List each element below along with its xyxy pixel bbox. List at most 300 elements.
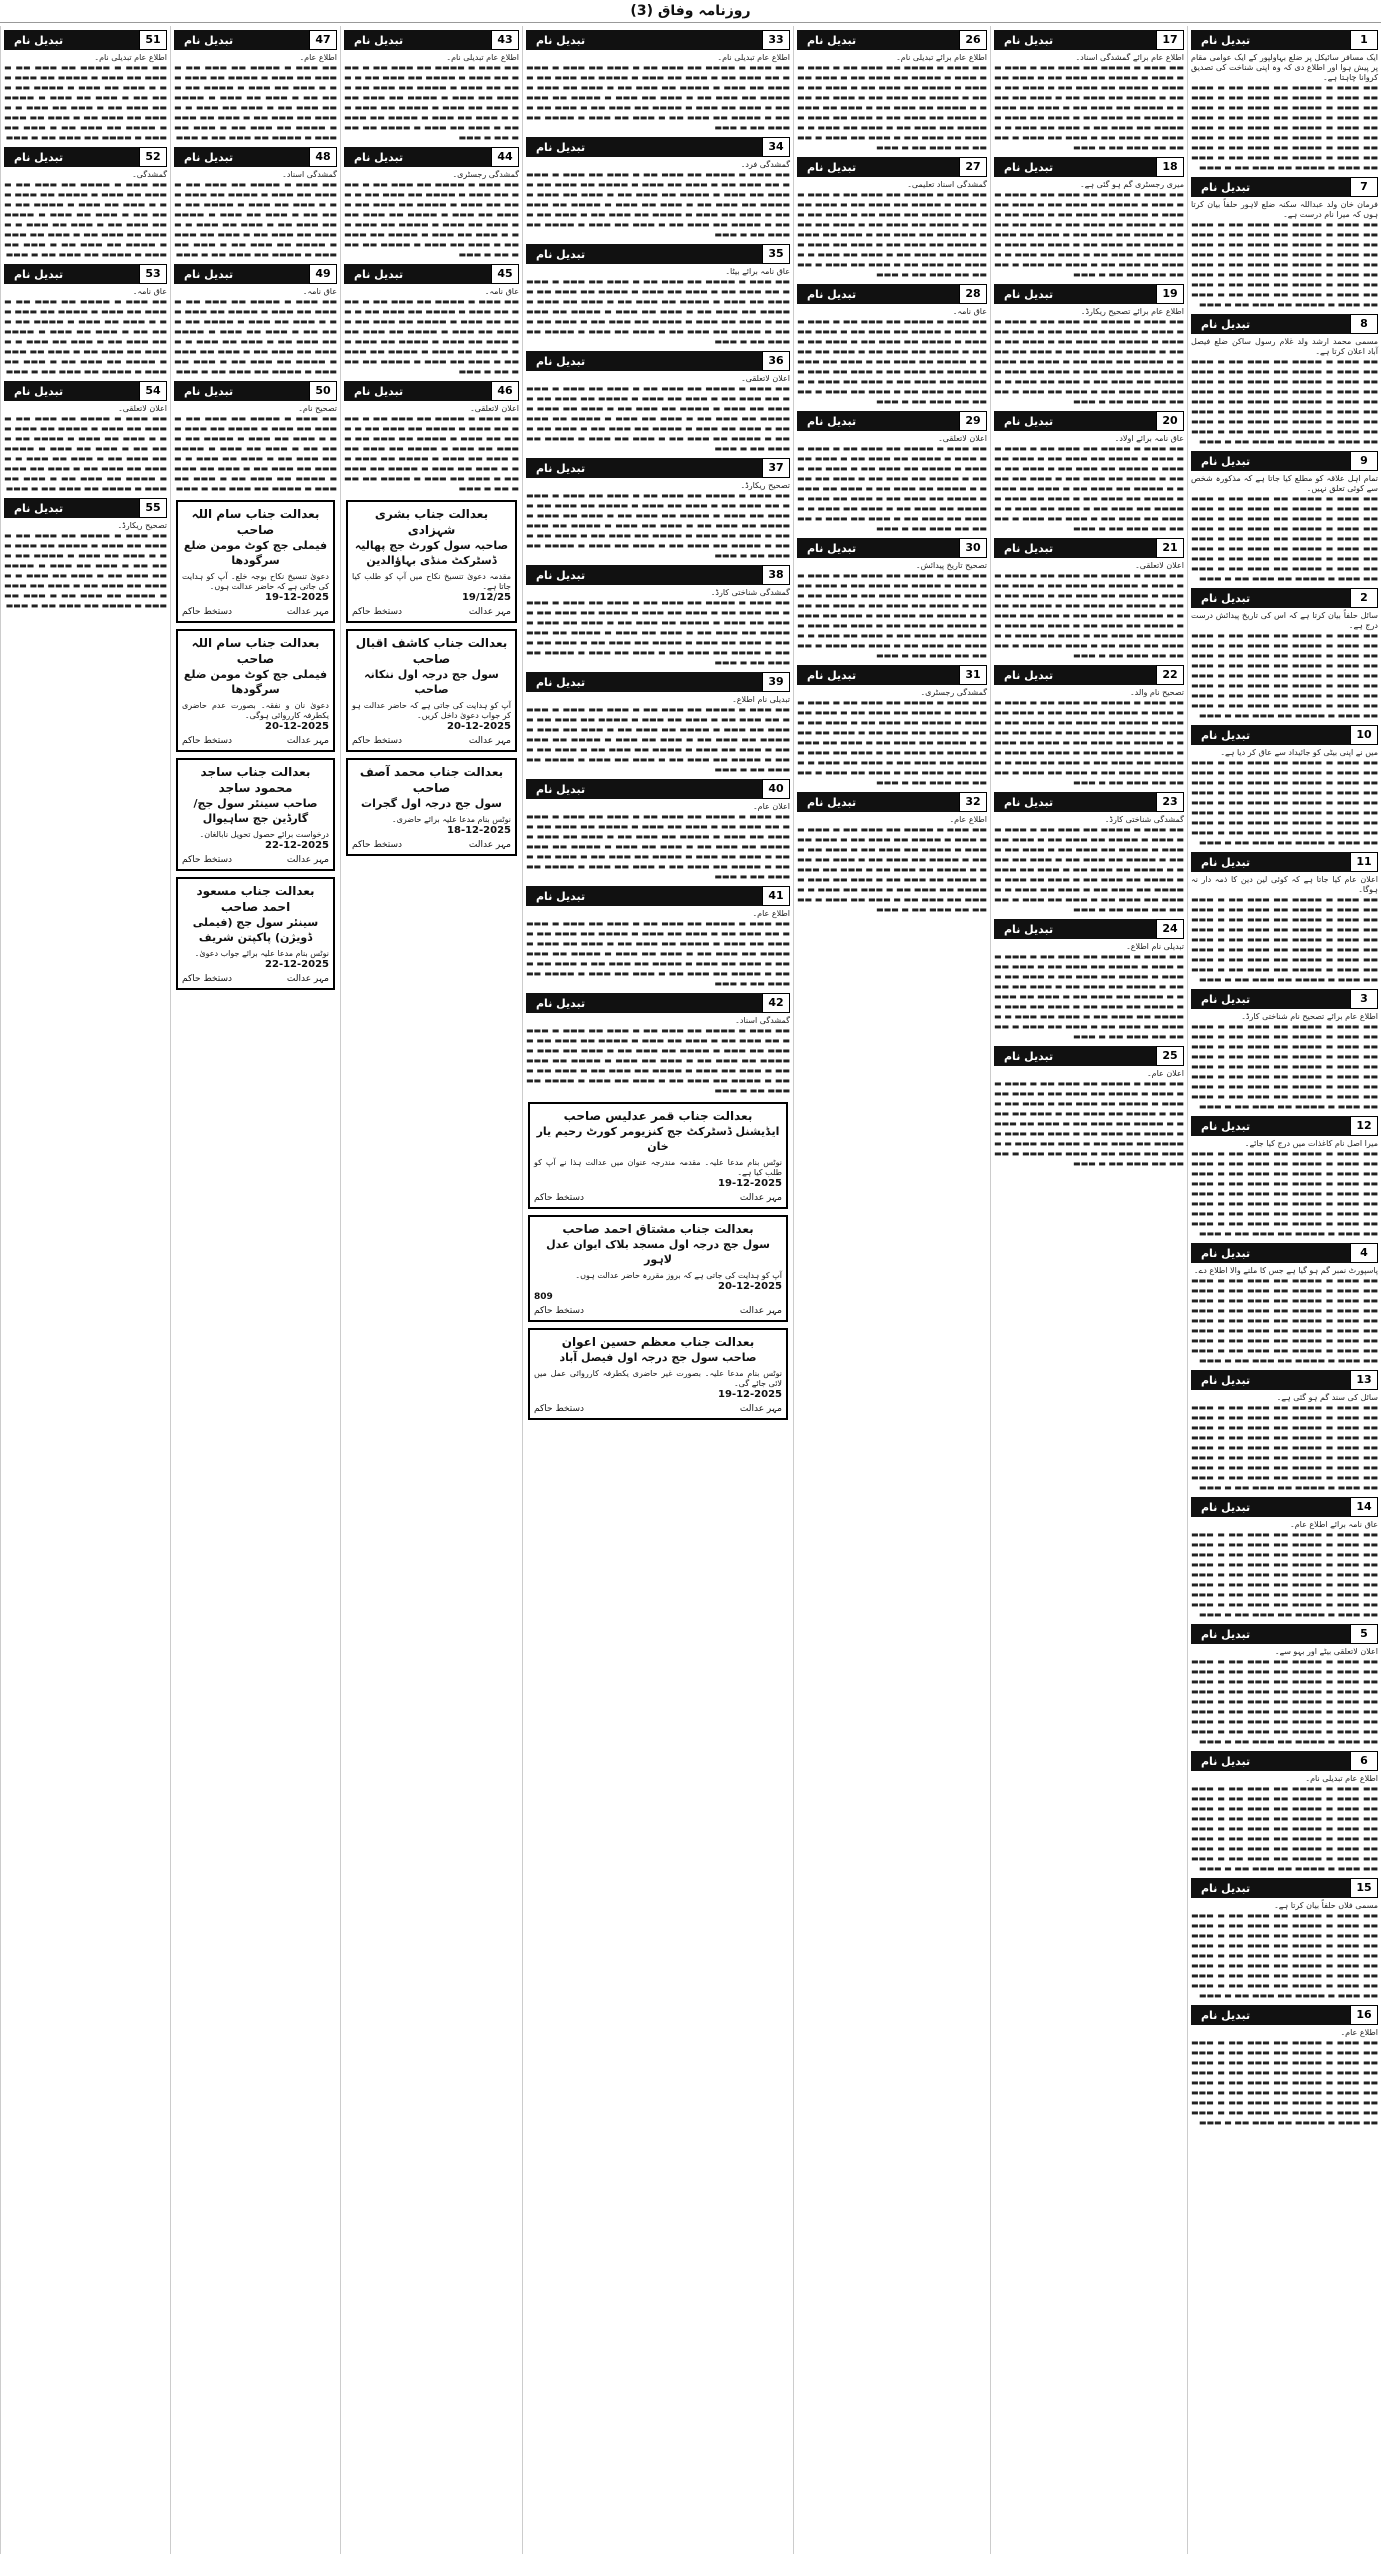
entry-number: 4 — [1350, 1243, 1378, 1263]
entry-body-lines: ▬▬ ▬▬▬ ▬ ▬▬▬▬ ▬▬ ▬▬▬ ▬▬ ▬ ▬▬▬ ▬▬ ▬▬▬ ▬ ▬▬▬▬ ▬▬ ▬▬▬ ▬▬ ▬ ▬▬▬ ▬▬ ▬▬▬ ▬ ▬▬▬▬ ▬▬ ▬▬▬ ▬▬ ▬ ▬▬▬ ▬▬ ▬▬▬ ▬ ▬▬▬▬ ▬▬ ▬▬▬ ▬▬ ▬ ▬▬▬ ▬▬ ▬▬▬ ▬ ▬▬▬▬ ▬▬ ▬▬▬ ▬▬ ▬ ▬▬▬ ▬▬ ▬▬▬ ▬ ▬▬▬▬ ▬▬ ▬▬▬ ▬▬ ▬ ▬▬▬ ▬▬ ▬▬▬ ▬ ▬▬▬▬ ▬▬ ▬▬▬ ▬▬ ▬ ▬▬▬ ▬▬ ▬▬▬ ▬ ▬▬▬▬ ▬▬ ▬▬▬ ▬▬ ▬ ▬▬▬ ▬▬ ▬▬▬ ▬ ▬▬▬▬ ▬▬ ▬▬▬ ▬▬ ▬ ▬▬▬ — [797, 698, 987, 787]
notice-date: 20-12-2025 — [265, 721, 329, 732]
entry-number: 24 — [1156, 919, 1184, 939]
entry-category-label: تبدیل نام — [807, 287, 857, 301]
seal-label: مہر عدالت — [739, 1306, 782, 1316]
notice-date: 19-12-2025 — [718, 1389, 782, 1400]
entry-category-label: تبدیل نام — [536, 568, 586, 582]
entry-text: گمشدگی اسناد۔ — [735, 1016, 790, 1025]
entry-text: تمام اہل علاقہ کو مطلع کیا جاتا ہے کہ مذکورہ شخص سے کوئی تعلق نہیں۔ — [1191, 474, 1378, 493]
entry-text: اعلان لاتعلقی۔ — [1135, 561, 1184, 570]
entry-number: 15 — [1350, 1878, 1378, 1898]
seal-label: مہر عدالت — [286, 736, 329, 746]
entry-text: تبدیلی نام اطلاع۔ — [732, 695, 790, 704]
entry-text: ایک مسافر سائیکل پر ضلع بہاولپور کے ایک عوامی مقام پر پیش ہوا اور اطلاع دی کہ وہ اپنی شناخت کی تصدیق کروانا چاہتا ہے۔ — [1191, 53, 1378, 82]
entry-body-lines: ▬▬ ▬▬▬ ▬ ▬▬▬▬ ▬▬ ▬▬▬ ▬▬ ▬ ▬▬▬ ▬▬ ▬▬▬ ▬ ▬▬▬▬ ▬▬ ▬▬▬ ▬▬ ▬ ▬▬▬ ▬▬ ▬▬▬ ▬ ▬▬▬▬ ▬▬ ▬▬▬ ▬▬ ▬ ▬▬▬ ▬▬ ▬▬▬ ▬ ▬▬▬▬ ▬▬ ▬▬▬ ▬▬ ▬ ▬▬▬ ▬▬ ▬▬▬ ▬ ▬▬▬▬ ▬▬ ▬▬▬ ▬▬ ▬ ▬▬▬ ▬▬ ▬▬▬ ▬ ▬▬▬▬ ▬▬ ▬▬▬ ▬▬ ▬ ▬▬▬ ▬▬ ▬▬▬ ▬ ▬▬▬▬ ▬▬ ▬▬▬ ▬▬ ▬ ▬▬▬ ▬▬ ▬▬▬ ▬ ▬▬▬▬ ▬▬ ▬▬▬ ▬▬ ▬ ▬▬▬ ▬▬ ▬▬▬ ▬ ▬▬▬▬ ▬▬ ▬▬▬ ▬▬ ▬ ▬▬▬ — [526, 384, 790, 453]
entry-text: عاق نامہ برائے اولاد۔ — [1114, 434, 1184, 443]
entry-category-label: تبدیل نام — [536, 996, 586, 1010]
court-designation: سول جج درجہ اول ننکانہ صاحب — [364, 668, 499, 696]
entry-body-lines: ▬▬ ▬▬▬ ▬ ▬▬▬▬ ▬▬ ▬▬▬ ▬▬ ▬ ▬▬▬ ▬▬ ▬▬▬ ▬ ▬▬▬▬ ▬▬ ▬▬▬ ▬▬ ▬ ▬▬▬ ▬▬ ▬▬▬ ▬ ▬▬▬▬ ▬▬ ▬▬▬ ▬▬ ▬ ▬▬▬ ▬▬ ▬▬▬ ▬ ▬▬▬▬ ▬▬ ▬▬▬ ▬▬ ▬ ▬▬▬ ▬▬ ▬▬▬ ▬ ▬▬▬▬ ▬▬ ▬▬▬ ▬▬ ▬ ▬▬▬ ▬▬ ▬▬▬ ▬ ▬▬▬▬ ▬▬ ▬▬▬ ▬▬ ▬ ▬▬▬ ▬▬ ▬▬▬ ▬ ▬▬▬▬ ▬▬ ▬▬▬ ▬▬ ▬ ▬▬▬ ▬▬ ▬▬▬ ▬ ▬▬▬▬ ▬▬ ▬▬▬ ▬▬ ▬ ▬▬▬ ▬▬ ▬▬▬ ▬ ▬▬▬▬ ▬▬ ▬▬▬ ▬▬ ▬ ▬▬▬ — [1191, 357, 1378, 446]
entry-body-lines: ▬▬ ▬▬▬ ▬ ▬▬▬▬ ▬▬ ▬▬▬ ▬▬ ▬ ▬▬▬ ▬▬ ▬▬▬ ▬ ▬▬▬▬ ▬▬ ▬▬▬ ▬▬ ▬ ▬▬▬ ▬▬ ▬▬▬ ▬ ▬▬▬▬ ▬▬ ▬▬▬ ▬▬ ▬ ▬▬▬ ▬▬ ▬▬▬ ▬ ▬▬▬▬ ▬▬ ▬▬▬ ▬▬ ▬ ▬▬▬ ▬▬ ▬▬▬ ▬ ▬▬▬▬ ▬▬ ▬▬▬ ▬▬ ▬ ▬▬▬ ▬▬ ▬▬▬ ▬ ▬▬▬▬ ▬▬ ▬▬▬ ▬▬ ▬ ▬▬▬ ▬▬ ▬▬▬ ▬ ▬▬▬▬ ▬▬ ▬▬▬ ▬▬ ▬ ▬▬▬ ▬▬ ▬▬▬ ▬ ▬▬▬▬ ▬▬ ▬▬▬ ▬▬ ▬ ▬▬▬ ▬▬ ▬▬▬ ▬ ▬▬▬▬ ▬▬ ▬▬▬ ▬▬ ▬ ▬▬▬ — [1191, 494, 1378, 583]
entry-body-lines: ▬▬ ▬▬▬ ▬ ▬▬▬▬ ▬▬ ▬▬▬ ▬▬ ▬ ▬▬▬ ▬▬ ▬▬▬ ▬ ▬▬▬▬ ▬▬ ▬▬▬ ▬▬ ▬ ▬▬▬ ▬▬ ▬▬▬ ▬ ▬▬▬▬ ▬▬ ▬▬▬ ▬▬ ▬ ▬▬▬ ▬▬ ▬▬▬ ▬ ▬▬▬▬ ▬▬ ▬▬▬ ▬▬ ▬ ▬▬▬ ▬▬ ▬▬▬ ▬ ▬▬▬▬ ▬▬ ▬▬▬ ▬▬ ▬ ▬▬▬ ▬▬ ▬▬▬ ▬ ▬▬▬▬ ▬▬ ▬▬▬ ▬▬ ▬ ▬▬▬ ▬▬ ▬▬▬ ▬ ▬▬▬▬ ▬▬ ▬▬▬ ▬▬ ▬ ▬▬▬ ▬▬ ▬▬▬ ▬ ▬▬▬▬ ▬▬ ▬▬▬ ▬▬ ▬ ▬▬▬ ▬▬ ▬▬▬ ▬ ▬▬▬▬ ▬▬ ▬▬▬ ▬▬ ▬ ▬▬▬ — [797, 190, 987, 279]
entry-body-lines: ▬▬ ▬▬▬ ▬ ▬▬▬▬ ▬▬ ▬▬▬ ▬▬ ▬ ▬▬▬ ▬▬ ▬▬▬ ▬ ▬▬▬▬ ▬▬ ▬▬▬ ▬▬ ▬ ▬▬▬ ▬▬ ▬▬▬ ▬ ▬▬▬▬ ▬▬ ▬▬▬ ▬▬ ▬ ▬▬▬ ▬▬ ▬▬▬ ▬ ▬▬▬▬ ▬▬ ▬▬▬ ▬▬ ▬ ▬▬▬ ▬▬ ▬▬▬ ▬ ▬▬▬▬ ▬▬ ▬▬▬ ▬▬ ▬ ▬▬▬ ▬▬ ▬▬▬ ▬ ▬▬▬▬ ▬▬ ▬▬▬ ▬▬ ▬ ▬▬▬ ▬▬ ▬▬▬ ▬ ▬▬▬▬ ▬▬ ▬▬▬ ▬▬ ▬ ▬▬▬ ▬▬ ▬▬▬ ▬ ▬▬▬▬ ▬▬ ▬▬▬ ▬▬ ▬ ▬▬▬ ▬▬ ▬▬▬ ▬ ▬▬▬▬ ▬▬ ▬▬▬ ▬▬ ▬ ▬▬▬ — [1191, 220, 1378, 309]
court-notice — [346, 500, 517, 623]
notice-signature-row — [182, 607, 329, 617]
entry-body-lines: ▬▬ ▬▬▬ ▬ ▬▬▬▬ ▬▬ ▬▬▬ ▬▬ ▬ ▬▬▬ ▬▬ ▬▬▬ ▬ ▬▬▬▬ ▬▬ ▬▬▬ ▬▬ ▬ ▬▬▬ ▬▬ ▬▬▬ ▬ ▬▬▬▬ ▬▬ ▬▬▬ ▬▬ ▬ ▬▬▬ ▬▬ ▬▬▬ ▬ ▬▬▬▬ ▬▬ ▬▬▬ ▬▬ ▬ ▬▬▬ ▬▬ ▬▬▬ ▬ ▬▬▬▬ ▬▬ ▬▬▬ ▬▬ ▬ ▬▬▬ ▬▬ ▬▬▬ ▬ ▬▬▬▬ ▬▬ ▬▬▬ ▬▬ ▬ ▬▬▬ ▬▬ ▬▬▬ ▬ ▬▬▬▬ ▬▬ ▬▬▬ ▬▬ ▬ ▬▬▬ ▬▬ ▬▬▬ ▬ ▬▬▬▬ ▬▬ ▬▬▬ ▬▬ ▬ ▬▬▬ ▬▬ ▬▬▬ ▬ ▬▬▬▬ ▬▬ ▬▬▬ ▬▬ ▬ ▬▬▬ — [526, 705, 790, 774]
entry-number: 23 — [1156, 792, 1184, 812]
entry-number: 54 — [139, 381, 167, 401]
entry-category-label: تبدیل نام — [807, 541, 857, 555]
entry-number: 36 — [762, 351, 790, 371]
entry-category-label: تبدیل نام — [1201, 855, 1251, 869]
entry-number: 35 — [762, 244, 790, 264]
entry-category-label: تبدیل نام — [1201, 317, 1251, 331]
entry-header-bar — [1191, 1370, 1378, 1390]
entry-category-label: تبدیل نام — [1004, 287, 1054, 301]
entry-number: 28 — [959, 284, 987, 304]
entry-header-bar — [526, 244, 790, 264]
seal-label: مہر عدالت — [286, 974, 329, 984]
entry-number: 47 — [309, 30, 337, 50]
entry-text: عاق نامہ۔ — [302, 287, 337, 296]
notice-number: 809 — [534, 1292, 553, 1302]
entry-category-label: تبدیل نام — [536, 140, 586, 154]
seal-label: مہر عدالت — [286, 855, 329, 865]
notice-signature-row — [534, 1193, 782, 1203]
entry-text: اطلاع عام۔ — [752, 909, 790, 918]
entry-text: عاق نامہ۔ — [484, 287, 519, 296]
entry-body-lines: ▬▬ ▬▬▬ ▬ ▬▬▬▬ ▬▬ ▬▬▬ ▬▬ ▬ ▬▬▬ ▬▬ ▬▬▬ ▬ ▬▬▬▬ ▬▬ ▬▬▬ ▬▬ ▬ ▬▬▬ ▬▬ ▬▬▬ ▬ ▬▬▬▬ ▬▬ ▬▬▬ ▬▬ ▬ ▬▬▬ ▬▬ ▬▬▬ ▬ ▬▬▬▬ ▬▬ ▬▬▬ ▬▬ ▬ ▬▬▬ ▬▬ ▬▬▬ ▬ ▬▬▬▬ ▬▬ ▬▬▬ ▬▬ ▬ ▬▬▬ ▬▬ ▬▬▬ ▬ ▬▬▬▬ ▬▬ ▬▬▬ ▬▬ ▬ ▬▬▬ ▬▬ ▬▬▬ ▬ ▬▬▬▬ ▬▬ ▬▬▬ ▬▬ ▬ ▬▬▬ ▬▬ ▬▬▬ ▬ ▬▬▬▬ ▬▬ ▬▬▬ ▬▬ ▬ ▬▬▬ ▬▬ ▬▬▬ ▬ ▬▬▬▬ ▬▬ ▬▬▬ ▬▬ ▬ ▬▬▬ — [797, 571, 987, 660]
entry-body-lines: ▬▬ ▬▬▬ ▬ ▬▬▬▬ ▬▬ ▬▬▬ ▬▬ ▬ ▬▬▬ ▬▬ ▬▬▬ ▬ ▬▬▬▬ ▬▬ ▬▬▬ ▬▬ ▬ ▬▬▬ ▬▬ ▬▬▬ ▬ ▬▬▬▬ ▬▬ ▬▬▬ ▬▬ ▬ ▬▬▬ ▬▬ ▬▬▬ ▬ ▬▬▬▬ ▬▬ ▬▬▬ ▬▬ ▬ ▬▬▬ ▬▬ ▬▬▬ ▬ ▬▬▬▬ ▬▬ ▬▬▬ ▬▬ ▬ ▬▬▬ ▬▬ ▬▬▬ ▬ ▬▬▬▬ ▬▬ ▬▬▬ ▬▬ ▬ ▬▬▬ ▬▬ ▬▬▬ ▬ ▬▬▬▬ ▬▬ ▬▬▬ ▬▬ ▬ ▬▬▬ ▬▬ ▬▬▬ ▬ ▬▬▬▬ ▬▬ ▬▬▬ ▬▬ ▬ ▬▬▬ ▬▬ ▬▬▬ ▬ ▬▬▬▬ ▬▬ ▬▬▬ ▬▬ ▬ ▬▬▬ — [526, 919, 790, 988]
entry-header-bar — [174, 30, 337, 50]
entry-text: گمشدگی شناختی کارڈ۔ — [710, 588, 790, 597]
notice-signature-row — [534, 1404, 782, 1414]
column-6 — [170, 26, 340, 2554]
entry-header-bar — [1191, 451, 1378, 471]
entry-header-bar — [1191, 725, 1378, 745]
entry-body-lines: ▬▬ ▬▬▬ ▬ ▬▬▬▬ ▬▬ ▬▬▬ ▬▬ ▬ ▬▬▬ ▬▬ ▬▬▬ ▬ ▬▬▬▬ ▬▬ ▬▬▬ ▬▬ ▬ ▬▬▬ ▬▬ ▬▬▬ ▬ ▬▬▬▬ ▬▬ ▬▬▬ ▬▬ ▬ ▬▬▬ ▬▬ ▬▬▬ ▬ ▬▬▬▬ ▬▬ ▬▬▬ ▬▬ ▬ ▬▬▬ ▬▬ ▬▬▬ ▬ ▬▬▬▬ ▬▬ ▬▬▬ ▬▬ ▬ ▬▬▬ ▬▬ ▬▬▬ ▬ ▬▬▬▬ ▬▬ ▬▬▬ ▬▬ ▬ ▬▬▬ ▬▬ ▬▬▬ ▬ ▬▬▬▬ ▬▬ ▬▬▬ ▬▬ ▬ ▬▬▬ ▬▬ ▬▬▬ ▬ ▬▬▬▬ ▬▬ ▬▬▬ ▬▬ ▬ ▬▬▬ ▬▬ ▬▬▬ ▬ ▬▬▬▬ ▬▬ ▬▬▬ ▬▬ ▬ ▬▬▬ — [1191, 895, 1378, 984]
seal-label: مہر عدالت — [739, 1193, 782, 1203]
notice-date: 22-12-2025 — [265, 959, 329, 970]
entry-text: پاسپورٹ نمبر گم ہو گیا ہے جس کا ملنے والا اطلاع دے۔ — [1193, 1266, 1378, 1275]
court-notice — [528, 1328, 788, 1420]
entry-number: 20 — [1156, 411, 1184, 431]
entry-number: 43 — [491, 30, 519, 50]
court-designation: سول جج درجہ اول گجرات — [361, 797, 502, 810]
entry-text: اطلاع عام تبدیلی نام۔ — [717, 53, 790, 62]
entry-text: اطلاع عام۔ — [949, 815, 987, 824]
entry-header-bar — [1191, 588, 1378, 608]
signature-label: دستخط حاکم — [182, 607, 233, 617]
notice-body: درخواست برائے حصول تحویل نابالغان۔ — [199, 830, 329, 839]
entry-text: گمشدگی اسناد تعلیمی۔ — [907, 180, 987, 189]
entry-header-bar — [526, 672, 790, 692]
notice-body: نوٹس بنام مدعا علیہ برائے جواب دعویٰ۔ — [194, 949, 329, 958]
entry-category-label: تبدیل نام — [536, 461, 586, 475]
entry-category-label: تبدیل نام — [536, 354, 586, 368]
entry-number: 32 — [959, 792, 987, 812]
entry-number: 17 — [1156, 30, 1184, 50]
entry-body-lines: ▬▬ ▬▬▬ ▬ ▬▬▬▬ ▬▬ ▬▬▬ ▬▬ ▬ ▬▬▬ ▬▬ ▬▬▬ ▬ ▬▬▬▬ ▬▬ ▬▬▬ ▬▬ ▬ ▬▬▬ ▬▬ ▬▬▬ ▬ ▬▬▬▬ ▬▬ ▬▬▬ ▬▬ ▬ ▬▬▬ ▬▬ ▬▬▬ ▬ ▬▬▬▬ ▬▬ ▬▬▬ ▬▬ ▬ ▬▬▬ ▬▬ ▬▬▬ ▬ ▬▬▬▬ ▬▬ ▬▬▬ ▬▬ ▬ ▬▬▬ ▬▬ ▬▬▬ ▬ ▬▬▬▬ ▬▬ ▬▬▬ ▬▬ ▬ ▬▬▬ ▬▬ ▬▬▬ ▬ ▬▬▬▬ ▬▬ ▬▬▬ ▬▬ ▬ ▬▬▬ ▬▬ ▬▬▬ ▬ ▬▬▬▬ ▬▬ ▬▬▬ ▬▬ ▬ ▬▬▬ ▬▬ ▬▬▬ ▬ ▬▬▬▬ ▬▬ ▬▬▬ ▬▬ ▬ ▬▬▬ — [797, 444, 987, 533]
entry-header-bar — [1191, 1116, 1378, 1136]
court-designation: صاحب سینئر سول جج/گارڈین جج ساہیوال — [193, 797, 318, 825]
entry-header-bar — [174, 264, 337, 284]
entry-header-bar — [797, 538, 987, 558]
entry-text: تصحیح تاریخ پیدائش۔ — [915, 561, 987, 570]
entry-category-label: تبدیل نام — [1004, 541, 1054, 555]
notice-body: نوٹس بنام مدعا علیہ۔ بصورت غیر حاضری یکطرفہ کارروائی عمل میں لائی جائے گی۔ — [534, 1369, 782, 1388]
entry-category-label: تبدیل نام — [1201, 33, 1251, 47]
entry-number: 13 — [1350, 1370, 1378, 1390]
signature-label: دستخط حاکم — [534, 1404, 585, 1414]
page-masthead: روزنامہ وفاق (3) — [0, 0, 1381, 23]
entry-number: 11 — [1350, 852, 1378, 872]
entry-header-bar — [994, 1046, 1184, 1066]
entry-header-bar — [797, 411, 987, 431]
entry-header-bar — [526, 137, 790, 157]
court-notice — [176, 877, 335, 990]
entry-body-lines: ▬▬ ▬▬▬ ▬ ▬▬▬▬ ▬▬ ▬▬▬ ▬▬ ▬ ▬▬▬ ▬▬ ▬▬▬ ▬ ▬▬▬▬ ▬▬ ▬▬▬ ▬▬ ▬ ▬▬▬ ▬▬ ▬▬▬ ▬ ▬▬▬▬ ▬▬ ▬▬▬ ▬▬ ▬ ▬▬▬ ▬▬ ▬▬▬ ▬ ▬▬▬▬ ▬▬ ▬▬▬ ▬▬ ▬ ▬▬▬ ▬▬ ▬▬▬ ▬ ▬▬▬▬ ▬▬ ▬▬▬ ▬▬ ▬ ▬▬▬ ▬▬ ▬▬▬ ▬ ▬▬▬▬ ▬▬ ▬▬▬ ▬▬ ▬ ▬▬▬ ▬▬ ▬▬▬ ▬ ▬▬▬▬ ▬▬ ▬▬▬ ▬▬ ▬ ▬▬▬ — [174, 180, 337, 259]
notice-body: آپ کو ہدایت کی جاتی ہے کہ حاضر عدالت ہو کر جواب دعویٰ داخل کریں۔ — [352, 701, 511, 720]
notice-signature-row — [182, 974, 329, 984]
court-notice — [176, 758, 335, 871]
entry-body-lines: ▬▬ ▬▬▬ ▬ ▬▬▬▬ ▬▬ ▬▬▬ ▬▬ ▬ ▬▬▬ ▬▬ ▬▬▬ ▬ ▬▬▬▬ ▬▬ ▬▬▬ ▬▬ ▬ ▬▬▬ ▬▬ ▬▬▬ ▬ ▬▬▬▬ ▬▬ ▬▬▬ ▬▬ ▬ ▬▬▬ ▬▬ ▬▬▬ ▬ ▬▬▬▬ ▬▬ ▬▬▬ ▬▬ ▬ ▬▬▬ ▬▬ ▬▬▬ ▬ ▬▬▬▬ ▬▬ ▬▬▬ ▬▬ ▬ ▬▬▬ ▬▬ ▬▬▬ ▬ ▬▬▬▬ ▬▬ ▬▬▬ ▬▬ ▬ ▬▬▬ ▬▬ ▬▬▬ ▬ ▬▬▬▬ ▬▬ ▬▬▬ ▬▬ ▬ ▬▬▬ ▬▬ ▬▬▬ ▬ ▬▬▬▬ ▬▬ ▬▬▬ ▬▬ ▬ ▬▬▬ ▬▬ ▬▬▬ ▬ ▬▬▬▬ ▬▬ ▬▬▬ ▬▬ ▬ ▬▬▬ — [1191, 1149, 1378, 1238]
entry-header-bar — [4, 381, 167, 401]
entry-number: 22 — [1156, 665, 1184, 685]
entry-category-label: تبدیل نام — [1201, 728, 1251, 742]
entry-text: تصحیح ریکارڈ۔ — [117, 521, 167, 530]
signature-label: دستخط حاکم — [352, 736, 403, 746]
entry-body-lines: ▬▬ ▬▬▬ ▬ ▬▬▬▬ ▬▬ ▬▬▬ ▬▬ ▬ ▬▬▬ ▬▬ ▬▬▬ ▬ ▬▬▬▬ ▬▬ ▬▬▬ ▬▬ ▬ ▬▬▬ ▬▬ ▬▬▬ ▬ ▬▬▬▬ ▬▬ ▬▬▬ ▬▬ ▬ ▬▬▬ ▬▬ ▬▬▬ ▬ ▬▬▬▬ ▬▬ ▬▬▬ ▬▬ ▬ ▬▬▬ ▬▬ ▬▬▬ ▬ ▬▬▬▬ ▬▬ ▬▬▬ ▬▬ ▬ ▬▬▬ ▬▬ ▬▬▬ ▬ ▬▬▬▬ ▬▬ ▬▬▬ ▬▬ ▬ ▬▬▬ ▬▬ ▬▬▬ ▬ ▬▬▬▬ ▬▬ ▬▬▬ ▬▬ ▬ ▬▬▬ ▬▬ ▬▬▬ ▬ ▬▬▬▬ ▬▬ ▬▬▬ ▬▬ ▬ ▬▬▬ ▬▬ ▬▬▬ ▬ ▬▬▬▬ ▬▬ ▬▬▬ ▬▬ ▬ ▬▬▬ — [994, 698, 1184, 787]
notice-signature-row — [352, 840, 511, 850]
entry-body-lines: ▬▬ ▬▬▬ ▬ ▬▬▬▬ ▬▬ ▬▬▬ ▬▬ ▬ ▬▬▬ ▬▬ ▬▬▬ ▬ ▬▬▬▬ ▬▬ ▬▬▬ ▬▬ ▬ ▬▬▬ ▬▬ ▬▬▬ ▬ ▬▬▬▬ ▬▬ ▬▬▬ ▬▬ ▬ ▬▬▬ ▬▬ ▬▬▬ ▬ ▬▬▬▬ ▬▬ ▬▬▬ ▬▬ ▬ ▬▬▬ ▬▬ ▬▬▬ ▬ ▬▬▬▬ ▬▬ ▬▬▬ ▬▬ ▬ ▬▬▬ ▬▬ ▬▬▬ ▬ ▬▬▬▬ ▬▬ ▬▬▬ ▬▬ ▬ ▬▬▬ ▬▬ ▬▬▬ ▬ ▬▬▬▬ ▬▬ ▬▬▬ ▬▬ ▬ ▬▬▬ ▬▬ ▬▬▬ ▬ ▬▬▬▬ ▬▬ ▬▬▬ ▬▬ ▬ ▬▬▬ ▬▬ ▬▬▬ ▬ ▬▬▬▬ ▬▬ ▬▬▬ ▬▬ ▬ ▬▬▬ — [526, 170, 790, 239]
entry-category-label: تبدیل نام — [1201, 1500, 1251, 1514]
entry-body-lines: ▬▬ ▬▬▬ ▬ ▬▬▬▬ ▬▬ ▬▬▬ ▬▬ ▬ ▬▬▬ ▬▬ ▬▬▬ ▬ ▬▬▬▬ ▬▬ ▬▬▬ ▬▬ ▬ ▬▬▬ ▬▬ ▬▬▬ ▬ ▬▬▬▬ ▬▬ ▬▬▬ ▬▬ ▬ ▬▬▬ ▬▬ ▬▬▬ ▬ ▬▬▬▬ ▬▬ ▬▬▬ ▬▬ ▬ ▬▬▬ ▬▬ ▬▬▬ ▬ ▬▬▬▬ ▬▬ ▬▬▬ ▬▬ ▬ ▬▬▬ ▬▬ ▬▬▬ ▬ ▬▬▬▬ ▬▬ ▬▬▬ ▬▬ ▬ ▬▬▬ ▬▬ ▬▬▬ ▬ ▬▬▬▬ ▬▬ ▬▬▬ ▬▬ ▬ ▬▬▬ ▬▬ ▬▬▬ ▬ ▬▬▬▬ ▬▬ ▬▬▬ ▬▬ ▬ ▬▬▬ ▬▬ ▬▬▬ ▬ ▬▬▬▬ ▬▬ ▬▬▬ ▬▬ ▬ ▬▬▬ — [526, 598, 790, 667]
seal-label: مہر عدالت — [468, 840, 511, 850]
entry-header-bar — [1191, 852, 1378, 872]
signature-label: دستخط حاکم — [352, 607, 403, 617]
entry-body-lines: ▬▬ ▬▬▬ ▬ ▬▬▬▬ ▬▬ ▬▬▬ ▬▬ ▬ ▬▬▬ ▬▬ ▬▬▬ ▬ ▬▬▬▬ ▬▬ ▬▬▬ ▬▬ ▬ ▬▬▬ ▬▬ ▬▬▬ ▬ ▬▬▬▬ ▬▬ ▬▬▬ ▬▬ ▬ ▬▬▬ ▬▬ ▬▬▬ ▬ ▬▬▬▬ ▬▬ ▬▬▬ ▬▬ ▬ ▬▬▬ ▬▬ ▬▬▬ ▬ ▬▬▬▬ ▬▬ ▬▬▬ ▬▬ ▬ ▬▬▬ ▬▬ ▬▬▬ ▬ ▬▬▬▬ ▬▬ ▬▬▬ ▬▬ ▬ ▬▬▬ ▬▬ ▬▬▬ ▬ ▬▬▬▬ ▬▬ ▬▬▬ ▬▬ ▬ ▬▬▬ ▬▬ ▬▬▬ ▬ ▬▬▬▬ ▬▬ ▬▬▬ ▬▬ ▬ ▬▬▬ ▬▬ ▬▬▬ ▬ ▬▬▬▬ ▬▬ ▬▬▬ ▬▬ ▬ ▬▬▬ — [994, 571, 1184, 660]
entry-number: 12 — [1350, 1116, 1378, 1136]
entry-category-label: تبدیل نام — [807, 160, 857, 174]
court-designation: صاحب سول جج درجہ اول فیصل آباد — [559, 1351, 757, 1364]
entry-category-label: تبدیل نام — [14, 501, 64, 515]
notice-date: 18-12-2025 — [447, 825, 511, 836]
court-name: بعدالت جناب بشری شہزادی — [374, 507, 489, 537]
entry-text: اعلان عام۔ — [1146, 1069, 1184, 1078]
entry-category-label: تبدیل نام — [1004, 33, 1054, 47]
court-designation: سینئر سول جج (فیملی ڈویژن) پاکپتن شریف — [192, 916, 319, 944]
entry-header-bar — [526, 458, 790, 478]
entry-number: 18 — [1156, 157, 1184, 177]
entry-text: اعلان لاتعلقی بیٹے اور بہو سے۔ — [1274, 1647, 1378, 1656]
entry-category-label: تبدیل نام — [184, 384, 234, 398]
entry-body-lines: ▬▬ ▬▬▬ ▬ ▬▬▬▬ ▬▬ ▬▬▬ ▬▬ ▬ ▬▬▬ ▬▬ ▬▬▬ ▬ ▬▬▬▬ ▬▬ ▬▬▬ ▬▬ ▬ ▬▬▬ ▬▬ ▬▬▬ ▬ ▬▬▬▬ ▬▬ ▬▬▬ ▬▬ ▬ ▬▬▬ ▬▬ ▬▬▬ ▬ ▬▬▬▬ ▬▬ ▬▬▬ ▬▬ ▬ ▬▬▬ ▬▬ ▬▬▬ ▬ ▬▬▬▬ ▬▬ ▬▬▬ ▬▬ ▬ ▬▬▬ ▬▬ ▬▬▬ ▬ ▬▬▬▬ ▬▬ ▬▬▬ ▬▬ ▬ ▬▬▬ ▬▬ ▬▬▬ ▬ ▬▬▬▬ ▬▬ ▬▬▬ ▬▬ ▬ ▬▬▬ — [344, 414, 519, 493]
entry-number: 6 — [1350, 1751, 1378, 1771]
entry-header-bar — [994, 538, 1184, 558]
notice-body: دعویٰ تنسیخ نکاح بوجہ خلع۔ آپ کو ہدایت کی جاتی ہے کہ حاضر عدالت ہوں۔ — [182, 572, 329, 591]
entry-text: اعلان لاتعلقی۔ — [938, 434, 987, 443]
entry-number: 39 — [762, 672, 790, 692]
entry-category-label: تبدیل نام — [536, 889, 586, 903]
entry-text: اطلاع عام برائے تصحیح نام شناختی کارڈ۔ — [1241, 1012, 1378, 1021]
entry-header-bar — [344, 30, 519, 50]
entry-category-label: تبدیل نام — [1004, 160, 1054, 174]
entry-text: اطلاع عام تبدیلی نام۔ — [94, 53, 167, 62]
entry-text: گمشدگی اسناد۔ — [282, 170, 337, 179]
court-name: بعدالت جناب قمر عدلیس صاحب — [563, 1109, 753, 1123]
entry-header-bar — [797, 30, 987, 50]
entry-body-lines: ▬▬ ▬▬▬ ▬ ▬▬▬▬ ▬▬ ▬▬▬ ▬▬ ▬ ▬▬▬ ▬▬ ▬▬▬ ▬ ▬▬▬▬ ▬▬ ▬▬▬ ▬▬ ▬ ▬▬▬ ▬▬ ▬▬▬ ▬ ▬▬▬▬ ▬▬ ▬▬▬ ▬▬ ▬ ▬▬▬ ▬▬ ▬▬▬ ▬ ▬▬▬▬ ▬▬ ▬▬▬ ▬▬ ▬ ▬▬▬ ▬▬ ▬▬▬ ▬ ▬▬▬▬ ▬▬ ▬▬▬ ▬▬ ▬ ▬▬▬ ▬▬ ▬▬▬ ▬ ▬▬▬▬ ▬▬ ▬▬▬ ▬▬ ▬ ▬▬▬ ▬▬ ▬▬▬ ▬ ▬▬▬▬ ▬▬ ▬▬▬ ▬▬ ▬ ▬▬▬ — [174, 414, 337, 493]
court-name: بعدالت جناب معظم حسین اعوان — [561, 1335, 755, 1349]
entry-number: 7 — [1350, 177, 1378, 197]
court-designation: ایڈیشنل ڈسٹرکٹ جج کنزیومر کورٹ رحیم یار خان — [536, 1125, 780, 1153]
entry-body-lines: ▬▬ ▬▬▬ ▬ ▬▬▬▬ ▬▬ ▬▬▬ ▬▬ ▬ ▬▬▬ ▬▬ ▬▬▬ ▬ ▬▬▬▬ ▬▬ ▬▬▬ ▬▬ ▬ ▬▬▬ ▬▬ ▬▬▬ ▬ ▬▬▬▬ ▬▬ ▬▬▬ ▬▬ ▬ ▬▬▬ ▬▬ ▬▬▬ ▬ ▬▬▬▬ ▬▬ ▬▬▬ ▬▬ ▬ ▬▬▬ ▬▬ ▬▬▬ ▬ ▬▬▬▬ ▬▬ ▬▬▬ ▬▬ ▬ ▬▬▬ ▬▬ ▬▬▬ ▬ ▬▬▬▬ ▬▬ ▬▬▬ ▬▬ ▬ ▬▬▬ ▬▬ ▬▬▬ ▬ ▬▬▬▬ ▬▬ ▬▬▬ ▬▬ ▬ ▬▬▬ — [4, 531, 167, 610]
entry-body-lines: ▬▬ ▬▬▬ ▬ ▬▬▬▬ ▬▬ ▬▬▬ ▬▬ ▬ ▬▬▬ ▬▬ ▬▬▬ ▬ ▬▬▬▬ ▬▬ ▬▬▬ ▬▬ ▬ ▬▬▬ ▬▬ ▬▬▬ ▬ ▬▬▬▬ ▬▬ ▬▬▬ ▬▬ ▬ ▬▬▬ ▬▬ ▬▬▬ ▬ ▬▬▬▬ ▬▬ ▬▬▬ ▬▬ ▬ ▬▬▬ ▬▬ ▬▬▬ ▬ ▬▬▬▬ ▬▬ ▬▬▬ ▬▬ ▬ ▬▬▬ ▬▬ ▬▬▬ ▬ ▬▬▬▬ ▬▬ ▬▬▬ ▬▬ ▬ ▬▬▬ ▬▬ ▬▬▬ ▬ ▬▬▬▬ ▬▬ ▬▬▬ ▬▬ ▬ ▬▬▬ ▬▬ ▬▬▬ ▬ ▬▬▬▬ ▬▬ ▬▬▬ ▬▬ ▬ ▬▬▬ ▬▬ ▬▬▬ ▬ ▬▬▬▬ ▬▬ ▬▬▬ ▬▬ ▬ ▬▬▬ — [526, 277, 790, 346]
court-designation: فیملی جج کوٹ مومن ضلع سرگودھا — [183, 539, 328, 567]
entry-number: 37 — [762, 458, 790, 478]
entry-category-label: تبدیل نام — [184, 267, 234, 281]
entry-header-bar — [174, 381, 337, 401]
entry-text: اطلاع عام برائے تبدیلی نام۔ — [896, 53, 987, 62]
entry-header-bar — [994, 30, 1184, 50]
entry-text: مسمی فلاں حلفاً بیان کرتا ہے۔ — [1274, 1901, 1378, 1910]
entry-category-label: تبدیل نام — [536, 247, 586, 261]
entry-category-label: تبدیل نام — [354, 267, 404, 281]
entry-number: 2 — [1350, 588, 1378, 608]
entry-header-bar — [1191, 989, 1378, 1009]
entry-number: 30 — [959, 538, 987, 558]
entry-text: گمشدگی شناختی کارڈ۔ — [1104, 815, 1184, 824]
entry-category-label: تبدیل نام — [807, 414, 857, 428]
notice-signature-row — [182, 855, 329, 865]
entry-header-bar — [994, 665, 1184, 685]
entry-header-bar — [1191, 1751, 1378, 1771]
entry-header-bar — [526, 886, 790, 906]
entry-text: اعلان عام کیا جاتا ہے کہ کوئی لین دین کا ذمہ دار نہ ہوگا۔ — [1191, 875, 1378, 894]
entry-body-lines: ▬▬ ▬▬▬ ▬ ▬▬▬▬ ▬▬ ▬▬▬ ▬▬ ▬ ▬▬▬ ▬▬ ▬▬▬ ▬ ▬▬▬▬ ▬▬ ▬▬▬ ▬▬ ▬ ▬▬▬ ▬▬ ▬▬▬ ▬ ▬▬▬▬ ▬▬ ▬▬▬ ▬▬ ▬ ▬▬▬ ▬▬ ▬▬▬ ▬ ▬▬▬▬ ▬▬ ▬▬▬ ▬▬ ▬ ▬▬▬ ▬▬ ▬▬▬ ▬ ▬▬▬▬ ▬▬ ▬▬▬ ▬▬ ▬ ▬▬▬ ▬▬ ▬▬▬ ▬ ▬▬▬▬ ▬▬ ▬▬▬ ▬▬ ▬ ▬▬▬ ▬▬ ▬▬▬ ▬ ▬▬▬▬ ▬▬ ▬▬▬ ▬▬ ▬ ▬▬▬ ▬▬ ▬▬▬ ▬ ▬▬▬▬ ▬▬ ▬▬▬ ▬▬ ▬ ▬▬▬ ▬▬ ▬▬▬ ▬ ▬▬▬▬ ▬▬ ▬▬▬ ▬▬ ▬ ▬▬▬ — [526, 812, 790, 881]
notice-date: 20-12-2025 — [447, 721, 511, 732]
entry-category-label: تبدیل نام — [14, 267, 64, 281]
entry-header-bar — [1191, 1624, 1378, 1644]
entry-header-bar — [4, 264, 167, 284]
entry-number: 52 — [139, 147, 167, 167]
entry-body-lines: ▬▬ ▬▬▬ ▬ ▬▬▬▬ ▬▬ ▬▬▬ ▬▬ ▬ ▬▬▬ ▬▬ ▬▬▬ ▬ ▬▬▬▬ ▬▬ ▬▬▬ ▬▬ ▬ ▬▬▬ ▬▬ ▬▬▬ ▬ ▬▬▬▬ ▬▬ ▬▬▬ ▬▬ ▬ ▬▬▬ ▬▬ ▬▬▬ ▬ ▬▬▬▬ ▬▬ ▬▬▬ ▬▬ ▬ ▬▬▬ ▬▬ ▬▬▬ ▬ ▬▬▬▬ ▬▬ ▬▬▬ ▬▬ ▬ ▬▬▬ ▬▬ ▬▬▬ ▬ ▬▬▬▬ ▬▬ ▬▬▬ ▬▬ ▬ ▬▬▬ ▬▬ ▬▬▬ ▬ ▬▬▬▬ ▬▬ ▬▬▬ ▬▬ ▬ ▬▬▬ — [4, 297, 167, 376]
entry-category-label: تبدیل نام — [1201, 180, 1251, 194]
signature-label: دستخط حاکم — [182, 974, 233, 984]
entry-header-bar — [1191, 1878, 1378, 1898]
entry-number: 1 — [1350, 30, 1378, 50]
entry-header-bar — [526, 30, 790, 50]
entry-header-bar — [994, 157, 1184, 177]
signature-label: دستخط حاکم — [182, 736, 233, 746]
entry-body-lines: ▬▬ ▬▬▬ ▬ ▬▬▬▬ ▬▬ ▬▬▬ ▬▬ ▬ ▬▬▬ ▬▬ ▬▬▬ ▬ ▬▬▬▬ ▬▬ ▬▬▬ ▬▬ ▬ ▬▬▬ ▬▬ ▬▬▬ ▬ ▬▬▬▬ ▬▬ ▬▬▬ ▬▬ ▬ ▬▬▬ ▬▬ ▬▬▬ ▬ ▬▬▬▬ ▬▬ ▬▬▬ ▬▬ ▬ ▬▬▬ ▬▬ ▬▬▬ ▬ ▬▬▬▬ ▬▬ ▬▬▬ ▬▬ ▬ ▬▬▬ ▬▬ ▬▬▬ ▬ ▬▬▬▬ ▬▬ ▬▬▬ ▬▬ ▬ ▬▬▬ ▬▬ ▬▬▬ ▬ ▬▬▬▬ ▬▬ ▬▬▬ ▬▬ ▬ ▬▬▬ ▬▬ ▬▬▬ ▬ ▬▬▬▬ ▬▬ ▬▬▬ ▬▬ ▬ ▬▬▬ ▬▬ ▬▬▬ ▬ ▬▬▬▬ ▬▬ ▬▬▬ ▬▬ ▬ ▬▬▬ — [797, 825, 987, 914]
entry-category-label: تبدیل نام — [1201, 992, 1251, 1006]
entry-category-label: تبدیل نام — [536, 33, 586, 47]
notice-body: دعویٰ نان و نفقہ۔ بصورت عدم حاضری یکطرفہ کارروائی ہوگی۔ — [182, 701, 329, 720]
entry-number: 40 — [762, 779, 790, 799]
entry-body-lines: ▬▬ ▬▬▬ ▬ ▬▬▬▬ ▬▬ ▬▬▬ ▬▬ ▬ ▬▬▬ ▬▬ ▬▬▬ ▬ ▬▬▬▬ ▬▬ ▬▬▬ ▬▬ ▬ ▬▬▬ ▬▬ ▬▬▬ ▬ ▬▬▬▬ ▬▬ ▬▬▬ ▬▬ ▬ ▬▬▬ ▬▬ ▬▬▬ ▬ ▬▬▬▬ ▬▬ ▬▬▬ ▬▬ ▬ ▬▬▬ ▬▬ ▬▬▬ ▬ ▬▬▬▬ ▬▬ ▬▬▬ ▬▬ ▬ ▬▬▬ ▬▬ ▬▬▬ ▬ ▬▬▬▬ ▬▬ ▬▬▬ ▬▬ ▬ ▬▬▬ ▬▬ ▬▬▬ ▬ ▬▬▬▬ ▬▬ ▬▬▬ ▬▬ ▬ ▬▬▬ — [344, 63, 519, 142]
entry-number: 31 — [959, 665, 987, 685]
column-3 — [793, 26, 990, 2554]
court-notice — [346, 758, 517, 856]
entry-category-label: تبدیل نام — [1004, 795, 1054, 809]
entry-body-lines: ▬▬ ▬▬▬ ▬ ▬▬▬▬ ▬▬ ▬▬▬ ▬▬ ▬ ▬▬▬ ▬▬ ▬▬▬ ▬ ▬▬▬▬ ▬▬ ▬▬▬ ▬▬ ▬ ▬▬▬ ▬▬ ▬▬▬ ▬ ▬▬▬▬ ▬▬ ▬▬▬ ▬▬ ▬ ▬▬▬ ▬▬ ▬▬▬ ▬ ▬▬▬▬ ▬▬ ▬▬▬ ▬▬ ▬ ▬▬▬ ▬▬ ▬▬▬ ▬ ▬▬▬▬ ▬▬ ▬▬▬ ▬▬ ▬ ▬▬▬ ▬▬ ▬▬▬ ▬ ▬▬▬▬ ▬▬ ▬▬▬ ▬▬ ▬ ▬▬▬ ▬▬ ▬▬▬ ▬ ▬▬▬▬ ▬▬ ▬▬▬ ▬▬ ▬ ▬▬▬ — [344, 180, 519, 259]
court-notice — [528, 1215, 788, 1322]
entry-body-lines: ▬▬ ▬▬▬ ▬ ▬▬▬▬ ▬▬ ▬▬▬ ▬▬ ▬ ▬▬▬ ▬▬ ▬▬▬ ▬ ▬▬▬▬ ▬▬ ▬▬▬ ▬▬ ▬ ▬▬▬ ▬▬ ▬▬▬ ▬ ▬▬▬▬ ▬▬ ▬▬▬ ▬▬ ▬ ▬▬▬ ▬▬ ▬▬▬ ▬ ▬▬▬▬ ▬▬ ▬▬▬ ▬▬ ▬ ▬▬▬ ▬▬ ▬▬▬ ▬ ▬▬▬▬ ▬▬ ▬▬▬ ▬▬ ▬ ▬▬▬ ▬▬ ▬▬▬ ▬ ▬▬▬▬ ▬▬ ▬▬▬ ▬▬ ▬ ▬▬▬ ▬▬ ▬▬▬ ▬ ▬▬▬▬ ▬▬ ▬▬▬ ▬▬ ▬ ▬▬▬ ▬▬ ▬▬▬ ▬ ▬▬▬▬ ▬▬ ▬▬▬ ▬▬ ▬ ▬▬▬ ▬▬ ▬▬▬ ▬ ▬▬▬▬ ▬▬ ▬▬▬ ▬▬ ▬ ▬▬▬ — [1191, 631, 1378, 720]
column-2 — [990, 26, 1187, 2554]
entry-body-lines: ▬▬ ▬▬▬ ▬ ▬▬▬▬ ▬▬ ▬▬▬ ▬▬ ▬ ▬▬▬ ▬▬ ▬▬▬ ▬ ▬▬▬▬ ▬▬ ▬▬▬ ▬▬ ▬ ▬▬▬ ▬▬ ▬▬▬ ▬ ▬▬▬▬ ▬▬ ▬▬▬ ▬▬ ▬ ▬▬▬ ▬▬ ▬▬▬ ▬ ▬▬▬▬ ▬▬ ▬▬▬ ▬▬ ▬ ▬▬▬ ▬▬ ▬▬▬ ▬ ▬▬▬▬ ▬▬ ▬▬▬ ▬▬ ▬ ▬▬▬ ▬▬ ▬▬▬ ▬ ▬▬▬▬ ▬▬ ▬▬▬ ▬▬ ▬ ▬▬▬ ▬▬ ▬▬▬ ▬ ▬▬▬▬ ▬▬ ▬▬▬ ▬▬ ▬ ▬▬▬ ▬▬ ▬▬▬ ▬ ▬▬▬▬ ▬▬ ▬▬▬ ▬▬ ▬ ▬▬▬ ▬▬ ▬▬▬ ▬ ▬▬▬▬ ▬▬ ▬▬▬ ▬▬ ▬ ▬▬▬ — [1191, 758, 1378, 847]
entry-header-bar — [526, 565, 790, 585]
entry-category-label: تبدیل نام — [1004, 922, 1054, 936]
entry-number: 38 — [762, 565, 790, 585]
entry-header-bar — [344, 264, 519, 284]
court-name: بعدالت جناب سام اللہ صاحب — [191, 636, 320, 666]
entry-number: 29 — [959, 411, 987, 431]
entry-body-lines: ▬▬ ▬▬▬ ▬ ▬▬▬▬ ▬▬ ▬▬▬ ▬▬ ▬ ▬▬▬ ▬▬ ▬▬▬ ▬ ▬▬▬▬ ▬▬ ▬▬▬ ▬▬ ▬ ▬▬▬ ▬▬ ▬▬▬ ▬ ▬▬▬▬ ▬▬ ▬▬▬ ▬▬ ▬ ▬▬▬ ▬▬ ▬▬▬ ▬ ▬▬▬▬ ▬▬ ▬▬▬ ▬▬ ▬ ▬▬▬ ▬▬ ▬▬▬ ▬ ▬▬▬▬ ▬▬ ▬▬▬ ▬▬ ▬ ▬▬▬ ▬▬ ▬▬▬ ▬ ▬▬▬▬ ▬▬ ▬▬▬ ▬▬ ▬ ▬▬▬ ▬▬ ▬▬▬ ▬ ▬▬▬▬ ▬▬ ▬▬▬ ▬▬ ▬ ▬▬▬ ▬▬ ▬▬▬ ▬ ▬▬▬▬ ▬▬ ▬▬▬ ▬▬ ▬ ▬▬▬ ▬▬ ▬▬▬ ▬ ▬▬▬▬ ▬▬ ▬▬▬ ▬▬ ▬ ▬▬▬ — [1191, 83, 1378, 172]
entry-body-lines: ▬▬ ▬▬▬ ▬ ▬▬▬▬ ▬▬ ▬▬▬ ▬▬ ▬ ▬▬▬ ▬▬ ▬▬▬ ▬ ▬▬▬▬ ▬▬ ▬▬▬ ▬▬ ▬ ▬▬▬ ▬▬ ▬▬▬ ▬ ▬▬▬▬ ▬▬ ▬▬▬ ▬▬ ▬ ▬▬▬ ▬▬ ▬▬▬ ▬ ▬▬▬▬ ▬▬ ▬▬▬ ▬▬ ▬ ▬▬▬ ▬▬ ▬▬▬ ▬ ▬▬▬▬ ▬▬ ▬▬▬ ▬▬ ▬ ▬▬▬ ▬▬ ▬▬▬ ▬ ▬▬▬▬ ▬▬ ▬▬▬ ▬▬ ▬ ▬▬▬ ▬▬ ▬▬▬ ▬ ▬▬▬▬ ▬▬ ▬▬▬ ▬▬ ▬ ▬▬▬ ▬▬ ▬▬▬ ▬ ▬▬▬▬ ▬▬ ▬▬▬ ▬▬ ▬ ▬▬▬ ▬▬ ▬▬▬ ▬ ▬▬▬▬ ▬▬ ▬▬▬ ▬▬ ▬ ▬▬▬ — [526, 1026, 790, 1095]
court-name: بعدالت جناب مشتاق احمد صاحب — [562, 1222, 754, 1236]
entry-number: 8 — [1350, 314, 1378, 334]
entry-header-bar — [4, 498, 167, 518]
entry-body-lines: ▬▬ ▬▬▬ ▬ ▬▬▬▬ ▬▬ ▬▬▬ ▬▬ ▬ ▬▬▬ ▬▬ ▬▬▬ ▬ ▬▬▬▬ ▬▬ ▬▬▬ ▬▬ ▬ ▬▬▬ ▬▬ ▬▬▬ ▬ ▬▬▬▬ ▬▬ ▬▬▬ ▬▬ ▬ ▬▬▬ ▬▬ ▬▬▬ ▬ ▬▬▬▬ ▬▬ ▬▬▬ ▬▬ ▬ ▬▬▬ ▬▬ ▬▬▬ ▬ ▬▬▬▬ ▬▬ ▬▬▬ ▬▬ ▬ ▬▬▬ ▬▬ ▬▬▬ ▬ ▬▬▬▬ ▬▬ ▬▬▬ ▬▬ ▬ ▬▬▬ ▬▬ ▬▬▬ ▬ ▬▬▬▬ ▬▬ ▬▬▬ ▬▬ ▬ ▬▬▬ ▬▬ ▬▬▬ ▬ ▬▬▬▬ ▬▬ ▬▬▬ ▬▬ ▬ ▬▬▬ ▬▬ ▬▬▬ ▬ ▬▬▬▬ ▬▬ ▬▬▬ ▬▬ ▬ ▬▬▬ — [994, 1079, 1184, 1168]
entry-category-label: تبدیل نام — [1201, 2008, 1251, 2022]
entry-category-label: تبدیل نام — [1201, 1119, 1251, 1133]
entry-text: میں نے اپنی بیٹی کو جائیداد سے عاق کر دیا ہے۔ — [1220, 748, 1378, 757]
notice-signature-row — [352, 607, 511, 617]
entry-number: 33 — [762, 30, 790, 50]
signature-label: دستخط حاکم — [182, 855, 233, 865]
entry-number: 26 — [959, 30, 987, 50]
entry-body-lines: ▬▬ ▬▬▬ ▬ ▬▬▬▬ ▬▬ ▬▬▬ ▬▬ ▬ ▬▬▬ ▬▬ ▬▬▬ ▬ ▬▬▬▬ ▬▬ ▬▬▬ ▬▬ ▬ ▬▬▬ ▬▬ ▬▬▬ ▬ ▬▬▬▬ ▬▬ ▬▬▬ ▬▬ ▬ ▬▬▬ ▬▬ ▬▬▬ ▬ ▬▬▬▬ ▬▬ ▬▬▬ ▬▬ ▬ ▬▬▬ ▬▬ ▬▬▬ ▬ ▬▬▬▬ ▬▬ ▬▬▬ ▬▬ ▬ ▬▬▬ ▬▬ ▬▬▬ ▬ ▬▬▬▬ ▬▬ ▬▬▬ ▬▬ ▬ ▬▬▬ ▬▬ ▬▬▬ ▬ ▬▬▬▬ ▬▬ ▬▬▬ ▬▬ ▬ ▬▬▬ ▬▬ ▬▬▬ ▬ ▬▬▬▬ ▬▬ ▬▬▬ ▬▬ ▬ ▬▬▬ ▬▬ ▬▬▬ ▬ ▬▬▬▬ ▬▬ ▬▬▬ ▬▬ ▬ ▬▬▬ — [994, 825, 1184, 914]
entry-body-lines: ▬▬ ▬▬▬ ▬ ▬▬▬▬ ▬▬ ▬▬▬ ▬▬ ▬ ▬▬▬ ▬▬ ▬▬▬ ▬ ▬▬▬▬ ▬▬ ▬▬▬ ▬▬ ▬ ▬▬▬ ▬▬ ▬▬▬ ▬ ▬▬▬▬ ▬▬ ▬▬▬ ▬▬ ▬ ▬▬▬ ▬▬ ▬▬▬ ▬ ▬▬▬▬ ▬▬ ▬▬▬ ▬▬ ▬ ▬▬▬ ▬▬ ▬▬▬ ▬ ▬▬▬▬ ▬▬ ▬▬▬ ▬▬ ▬ ▬▬▬ ▬▬ ▬▬▬ ▬ ▬▬▬▬ ▬▬ ▬▬▬ ▬▬ ▬ ▬▬▬ ▬▬ ▬▬▬ ▬ ▬▬▬▬ ▬▬ ▬▬▬ ▬▬ ▬ ▬▬▬ ▬▬ ▬▬▬ ▬ ▬▬▬▬ ▬▬ ▬▬▬ ▬▬ ▬ ▬▬▬ ▬▬ ▬▬▬ ▬ ▬▬▬▬ ▬▬ ▬▬▬ ▬▬ ▬ ▬▬▬ — [797, 317, 987, 406]
notice-date: 20-12-2025 — [718, 1281, 782, 1292]
entry-text: میرا اصل نام کاغذات میں درج کیا جائے۔ — [1244, 1139, 1378, 1148]
court-notice — [176, 629, 335, 752]
column-5 — [340, 26, 522, 2554]
column-7 — [0, 26, 170, 2554]
entry-body-lines: ▬▬ ▬▬▬ ▬ ▬▬▬▬ ▬▬ ▬▬▬ ▬▬ ▬ ▬▬▬ ▬▬ ▬▬▬ ▬ ▬▬▬▬ ▬▬ ▬▬▬ ▬▬ ▬ ▬▬▬ ▬▬ ▬▬▬ ▬ ▬▬▬▬ ▬▬ ▬▬▬ ▬▬ ▬ ▬▬▬ ▬▬ ▬▬▬ ▬ ▬▬▬▬ ▬▬ ▬▬▬ ▬▬ ▬ ▬▬▬ ▬▬ ▬▬▬ ▬ ▬▬▬▬ ▬▬ ▬▬▬ ▬▬ ▬ ▬▬▬ ▬▬ ▬▬▬ ▬ ▬▬▬▬ ▬▬ ▬▬▬ ▬▬ ▬ ▬▬▬ ▬▬ ▬▬▬ ▬ ▬▬▬▬ ▬▬ ▬▬▬ ▬▬ ▬ ▬▬▬ ▬▬ ▬▬▬ ▬ ▬▬▬▬ ▬▬ ▬▬▬ ▬▬ ▬ ▬▬▬ ▬▬ ▬▬▬ ▬ ▬▬▬▬ ▬▬ ▬▬▬ ▬▬ ▬ ▬▬▬ — [1191, 1276, 1378, 1365]
seal-label: مہر عدالت — [286, 607, 329, 617]
entry-number: 25 — [1156, 1046, 1184, 1066]
entry-header-bar — [994, 284, 1184, 304]
entry-body-lines: ▬▬ ▬▬▬ ▬ ▬▬▬▬ ▬▬ ▬▬▬ ▬▬ ▬ ▬▬▬ ▬▬ ▬▬▬ ▬ ▬▬▬▬ ▬▬ ▬▬▬ ▬▬ ▬ ▬▬▬ ▬▬ ▬▬▬ ▬ ▬▬▬▬ ▬▬ ▬▬▬ ▬▬ ▬ ▬▬▬ ▬▬ ▬▬▬ ▬ ▬▬▬▬ ▬▬ ▬▬▬ ▬▬ ▬ ▬▬▬ ▬▬ ▬▬▬ ▬ ▬▬▬▬ ▬▬ ▬▬▬ ▬▬ ▬ ▬▬▬ ▬▬ ▬▬▬ ▬ ▬▬▬▬ ▬▬ ▬▬▬ ▬▬ ▬ ▬▬▬ ▬▬ ▬▬▬ ▬ ▬▬▬▬ ▬▬ ▬▬▬ ▬▬ ▬ ▬▬▬ — [174, 63, 337, 142]
entry-category-label: تبدیل نام — [807, 33, 857, 47]
entry-header-bar — [1191, 30, 1378, 50]
entry-number: 21 — [1156, 538, 1184, 558]
column-1 — [1187, 26, 1381, 2554]
entry-category-label: تبدیل نام — [1201, 1881, 1251, 1895]
entry-number: 5 — [1350, 1624, 1378, 1644]
entry-header-bar — [797, 157, 987, 177]
entry-number: 27 — [959, 157, 987, 177]
entry-body-lines: ▬▬ ▬▬▬ ▬ ▬▬▬▬ ▬▬ ▬▬▬ ▬▬ ▬ ▬▬▬ ▬▬ ▬▬▬ ▬ ▬▬▬▬ ▬▬ ▬▬▬ ▬▬ ▬ ▬▬▬ ▬▬ ▬▬▬ ▬ ▬▬▬▬ ▬▬ ▬▬▬ ▬▬ ▬ ▬▬▬ ▬▬ ▬▬▬ ▬ ▬▬▬▬ ▬▬ ▬▬▬ ▬▬ ▬ ▬▬▬ ▬▬ ▬▬▬ ▬ ▬▬▬▬ ▬▬ ▬▬▬ ▬▬ ▬ ▬▬▬ ▬▬ ▬▬▬ ▬ ▬▬▬▬ ▬▬ ▬▬▬ ▬▬ ▬ ▬▬▬ ▬▬ ▬▬▬ ▬ ▬▬▬▬ ▬▬ ▬▬▬ ▬▬ ▬ ▬▬▬ — [4, 180, 167, 259]
entry-number: 14 — [1350, 1497, 1378, 1517]
entry-header-bar — [1191, 1243, 1378, 1263]
entry-header-bar — [797, 665, 987, 685]
entry-text: اطلاع عام۔ — [1340, 2028, 1378, 2037]
seal-label: مہر عدالت — [739, 1404, 782, 1414]
entry-text: مسمی محمد ارشد ولد غلام رسول ساکن ضلع فیصل آباد اعلان کرتا ہے۔ — [1191, 337, 1378, 356]
entry-category-label: تبدیل نام — [354, 150, 404, 164]
entry-text: گمشدگی فرد۔ — [740, 160, 790, 169]
entry-category-label: تبدیل نام — [14, 150, 64, 164]
notice-signature-row — [182, 736, 329, 746]
entry-body-lines: ▬▬ ▬▬▬ ▬ ▬▬▬▬ ▬▬ ▬▬▬ ▬▬ ▬ ▬▬▬ ▬▬ ▬▬▬ ▬ ▬▬▬▬ ▬▬ ▬▬▬ ▬▬ ▬ ▬▬▬ ▬▬ ▬▬▬ ▬ ▬▬▬▬ ▬▬ ▬▬▬ ▬▬ ▬ ▬▬▬ ▬▬ ▬▬▬ ▬ ▬▬▬▬ ▬▬ ▬▬▬ ▬▬ ▬ ▬▬▬ ▬▬ ▬▬▬ ▬ ▬▬▬▬ ▬▬ ▬▬▬ ▬▬ ▬ ▬▬▬ ▬▬ ▬▬▬ ▬ ▬▬▬▬ ▬▬ ▬▬▬ ▬▬ ▬ ▬▬▬ ▬▬ ▬▬▬ ▬ ▬▬▬▬ ▬▬ ▬▬▬ ▬▬ ▬ ▬▬▬ ▬▬ ▬▬▬ ▬ ▬▬▬▬ ▬▬ ▬▬▬ ▬▬ ▬ ▬▬▬ ▬▬ ▬▬▬ ▬ ▬▬▬▬ ▬▬ ▬▬▬ ▬▬ ▬ ▬▬▬ — [526, 63, 790, 132]
entry-body-lines: ▬▬ ▬▬▬ ▬ ▬▬▬▬ ▬▬ ▬▬▬ ▬▬ ▬ ▬▬▬ ▬▬ ▬▬▬ ▬ ▬▬▬▬ ▬▬ ▬▬▬ ▬▬ ▬ ▬▬▬ ▬▬ ▬▬▬ ▬ ▬▬▬▬ ▬▬ ▬▬▬ ▬▬ ▬ ▬▬▬ ▬▬ ▬▬▬ ▬ ▬▬▬▬ ▬▬ ▬▬▬ ▬▬ ▬ ▬▬▬ ▬▬ ▬▬▬ ▬ ▬▬▬▬ ▬▬ ▬▬▬ ▬▬ ▬ ▬▬▬ ▬▬ ▬▬▬ ▬ ▬▬▬▬ ▬▬ ▬▬▬ ▬▬ ▬ ▬▬▬ ▬▬ ▬▬▬ ▬ ▬▬▬▬ ▬▬ ▬▬▬ ▬▬ ▬ ▬▬▬ ▬▬ ▬▬▬ ▬ ▬▬▬▬ ▬▬ ▬▬▬ ▬▬ ▬ ▬▬▬ ▬▬ ▬▬▬ ▬ ▬▬▬▬ ▬▬ ▬▬▬ ▬▬ ▬ ▬▬▬ — [994, 317, 1184, 406]
entry-number: 10 — [1350, 725, 1378, 745]
notice-date: 19/12/25 — [461, 592, 511, 603]
court-notice — [176, 500, 335, 623]
entry-body-lines: ▬▬ ▬▬▬ ▬ ▬▬▬▬ ▬▬ ▬▬▬ ▬▬ ▬ ▬▬▬ ▬▬ ▬▬▬ ▬ ▬▬▬▬ ▬▬ ▬▬▬ ▬▬ ▬ ▬▬▬ ▬▬ ▬▬▬ ▬ ▬▬▬▬ ▬▬ ▬▬▬ ▬▬ ▬ ▬▬▬ ▬▬ ▬▬▬ ▬ ▬▬▬▬ ▬▬ ▬▬▬ ▬▬ ▬ ▬▬▬ ▬▬ ▬▬▬ ▬ ▬▬▬▬ ▬▬ ▬▬▬ ▬▬ ▬ ▬▬▬ ▬▬ ▬▬▬ ▬ ▬▬▬▬ ▬▬ ▬▬▬ ▬▬ ▬ ▬▬▬ ▬▬ ▬▬▬ ▬ ▬▬▬▬ ▬▬ ▬▬▬ ▬▬ ▬ ▬▬▬ ▬▬ ▬▬▬ ▬ ▬▬▬▬ ▬▬ ▬▬▬ ▬▬ ▬ ▬▬▬ ▬▬ ▬▬▬ ▬ ▬▬▬▬ ▬▬ ▬▬▬ ▬▬ ▬ ▬▬▬ — [526, 491, 790, 560]
entry-text: اعلان لاتعلقی۔ — [118, 404, 167, 413]
entry-text: اطلاع عام تبدیلی نام۔ — [446, 53, 519, 62]
entry-body-lines: ▬▬ ▬▬▬ ▬ ▬▬▬▬ ▬▬ ▬▬▬ ▬▬ ▬ ▬▬▬ ▬▬ ▬▬▬ ▬ ▬▬▬▬ ▬▬ ▬▬▬ ▬▬ ▬ ▬▬▬ ▬▬ ▬▬▬ ▬ ▬▬▬▬ ▬▬ ▬▬▬ ▬▬ ▬ ▬▬▬ ▬▬ ▬▬▬ ▬ ▬▬▬▬ ▬▬ ▬▬▬ ▬▬ ▬ ▬▬▬ ▬▬ ▬▬▬ ▬ ▬▬▬▬ ▬▬ ▬▬▬ ▬▬ ▬ ▬▬▬ ▬▬ ▬▬▬ ▬ ▬▬▬▬ ▬▬ ▬▬▬ ▬▬ ▬ ▬▬▬ ▬▬ ▬▬▬ ▬ ▬▬▬▬ ▬▬ ▬▬▬ ▬▬ ▬ ▬▬▬ ▬▬ ▬▬▬ ▬ ▬▬▬▬ ▬▬ ▬▬▬ ▬▬ ▬ ▬▬▬ ▬▬ ▬▬▬ ▬ ▬▬▬▬ ▬▬ ▬▬▬ ▬▬ ▬ ▬▬▬ — [994, 952, 1184, 1041]
court-name: بعدالت جناب ساجد محمود ساجد — [200, 765, 311, 795]
entry-number: 42 — [762, 993, 790, 1013]
entry-text: فرمان خان ولد عبداللہ سکنہ ضلع لاہور حلفاً بیان کرتا ہوں کہ میرا نام درست ہے۔ — [1191, 200, 1378, 219]
notice-date: 19-12-2025 — [718, 1178, 782, 1189]
entry-header-bar — [1191, 177, 1378, 197]
entry-body-lines: ▬▬ ▬▬▬ ▬ ▬▬▬▬ ▬▬ ▬▬▬ ▬▬ ▬ ▬▬▬ ▬▬ ▬▬▬ ▬ ▬▬▬▬ ▬▬ ▬▬▬ ▬▬ ▬ ▬▬▬ ▬▬ ▬▬▬ ▬ ▬▬▬▬ ▬▬ ▬▬▬ ▬▬ ▬ ▬▬▬ ▬▬ ▬▬▬ ▬ ▬▬▬▬ ▬▬ ▬▬▬ ▬▬ ▬ ▬▬▬ ▬▬ ▬▬▬ ▬ ▬▬▬▬ ▬▬ ▬▬▬ ▬▬ ▬ ▬▬▬ ▬▬ ▬▬▬ ▬ ▬▬▬▬ ▬▬ ▬▬▬ ▬▬ ▬ ▬▬▬ ▬▬ ▬▬▬ ▬ ▬▬▬▬ ▬▬ ▬▬▬ ▬▬ ▬ ▬▬▬ ▬▬ ▬▬▬ ▬ ▬▬▬▬ ▬▬ ▬▬▬ ▬▬ ▬ ▬▬▬ ▬▬ ▬▬▬ ▬ ▬▬▬▬ ▬▬ ▬▬▬ ▬▬ ▬ ▬▬▬ — [994, 63, 1184, 152]
court-notice — [528, 1102, 788, 1209]
entry-number: 34 — [762, 137, 790, 157]
entry-text: اعلان عام۔ — [752, 802, 790, 811]
entry-category-label: تبدیل نام — [354, 33, 404, 47]
entry-number: 55 — [139, 498, 167, 518]
entry-header-bar — [797, 284, 987, 304]
entry-number: 51 — [139, 30, 167, 50]
entry-text: عاق نامہ برائے اطلاع عام۔ — [1290, 1520, 1378, 1529]
entry-number: 3 — [1350, 989, 1378, 1009]
entry-number: 44 — [491, 147, 519, 167]
court-designation: فیملی جج کوٹ مومن ضلع سرگودھا — [183, 668, 328, 696]
entry-body-lines: ▬▬ ▬▬▬ ▬ ▬▬▬▬ ▬▬ ▬▬▬ ▬▬ ▬ ▬▬▬ ▬▬ ▬▬▬ ▬ ▬▬▬▬ ▬▬ ▬▬▬ ▬▬ ▬ ▬▬▬ ▬▬ ▬▬▬ ▬ ▬▬▬▬ ▬▬ ▬▬▬ ▬▬ ▬ ▬▬▬ ▬▬ ▬▬▬ ▬ ▬▬▬▬ ▬▬ ▬▬▬ ▬▬ ▬ ▬▬▬ ▬▬ ▬▬▬ ▬ ▬▬▬▬ ▬▬ ▬▬▬ ▬▬ ▬ ▬▬▬ ▬▬ ▬▬▬ ▬ ▬▬▬▬ ▬▬ ▬▬▬ ▬▬ ▬ ▬▬▬ ▬▬ ▬▬▬ ▬ ▬▬▬▬ ▬▬ ▬▬▬ ▬▬ ▬ ▬▬▬ — [344, 297, 519, 376]
entry-body-lines: ▬▬ ▬▬▬ ▬ ▬▬▬▬ ▬▬ ▬▬▬ ▬▬ ▬ ▬▬▬ ▬▬ ▬▬▬ ▬ ▬▬▬▬ ▬▬ ▬▬▬ ▬▬ ▬ ▬▬▬ ▬▬ ▬▬▬ ▬ ▬▬▬▬ ▬▬ ▬▬▬ ▬▬ ▬ ▬▬▬ ▬▬ ▬▬▬ ▬ ▬▬▬▬ ▬▬ ▬▬▬ ▬▬ ▬ ▬▬▬ ▬▬ ▬▬▬ ▬ ▬▬▬▬ ▬▬ ▬▬▬ ▬▬ ▬ ▬▬▬ ▬▬ ▬▬▬ ▬ ▬▬▬▬ ▬▬ ▬▬▬ ▬▬ ▬ ▬▬▬ ▬▬ ▬▬▬ ▬ ▬▬▬▬ ▬▬ ▬▬▬ ▬▬ ▬ ▬▬▬ ▬▬ ▬▬▬ ▬ ▬▬▬▬ ▬▬ ▬▬▬ ▬▬ ▬ ▬▬▬ ▬▬ ▬▬▬ ▬ ▬▬▬▬ ▬▬ ▬▬▬ ▬▬ ▬ ▬▬▬ — [1191, 1530, 1378, 1619]
entry-category-label: تبدیل نام — [807, 668, 857, 682]
court-name: بعدالت جناب مسعود احمد صاحب — [196, 884, 315, 914]
entry-body-lines: ▬▬ ▬▬▬ ▬ ▬▬▬▬ ▬▬ ▬▬▬ ▬▬ ▬ ▬▬▬ ▬▬ ▬▬▬ ▬ ▬▬▬▬ ▬▬ ▬▬▬ ▬▬ ▬ ▬▬▬ ▬▬ ▬▬▬ ▬ ▬▬▬▬ ▬▬ ▬▬▬ ▬▬ ▬ ▬▬▬ ▬▬ ▬▬▬ ▬ ▬▬▬▬ ▬▬ ▬▬▬ ▬▬ ▬ ▬▬▬ ▬▬ ▬▬▬ ▬ ▬▬▬▬ ▬▬ ▬▬▬ ▬▬ ▬ ▬▬▬ ▬▬ ▬▬▬ ▬ ▬▬▬▬ ▬▬ ▬▬▬ ▬▬ ▬ ▬▬▬ ▬▬ ▬▬▬ ▬ ▬▬▬▬ ▬▬ ▬▬▬ ▬▬ ▬ ▬▬▬ ▬▬ ▬▬▬ ▬ ▬▬▬▬ ▬▬ ▬▬▬ ▬▬ ▬ ▬▬▬ ▬▬ ▬▬▬ ▬ ▬▬▬▬ ▬▬ ▬▬▬ ▬▬ ▬ ▬▬▬ — [994, 444, 1184, 533]
entry-category-label: تبدیل نام — [1004, 1049, 1054, 1063]
entry-text: گمشدگی رجسٹری۔ — [452, 170, 519, 179]
entry-text: عاق نامہ برائے بیٹا۔ — [725, 267, 790, 276]
notice-signature-row — [352, 736, 511, 746]
entry-text: اعلان لاتعلقی۔ — [470, 404, 519, 413]
entry-text: سائل حلفاً بیان کرتا ہے کہ اس کی تاریخ پیدائش درست درج ہے۔ — [1191, 611, 1378, 630]
entry-header-bar — [344, 381, 519, 401]
entry-number: 41 — [762, 886, 790, 906]
entry-text: میری رجسٹری گم ہو گئی ہے۔ — [1079, 180, 1184, 189]
entry-category-label: تبدیل نام — [536, 675, 586, 689]
entry-header-bar — [994, 411, 1184, 431]
entry-category-label: تبدیل نام — [1201, 1246, 1251, 1260]
court-designation: صاحبہ سول کورٹ جج پھالیہ ڈسٹرکٹ منڈی بہاؤالدین — [354, 539, 509, 567]
entry-body-lines: ▬▬ ▬▬▬ ▬ ▬▬▬▬ ▬▬ ▬▬▬ ▬▬ ▬ ▬▬▬ ▬▬ ▬▬▬ ▬ ▬▬▬▬ ▬▬ ▬▬▬ ▬▬ ▬ ▬▬▬ ▬▬ ▬▬▬ ▬ ▬▬▬▬ ▬▬ ▬▬▬ ▬▬ ▬ ▬▬▬ ▬▬ ▬▬▬ ▬ ▬▬▬▬ ▬▬ ▬▬▬ ▬▬ ▬ ▬▬▬ ▬▬ ▬▬▬ ▬ ▬▬▬▬ ▬▬ ▬▬▬ ▬▬ ▬ ▬▬▬ ▬▬ ▬▬▬ ▬ ▬▬▬▬ ▬▬ ▬▬▬ ▬▬ ▬ ▬▬▬ ▬▬ ▬▬▬ ▬ ▬▬▬▬ ▬▬ ▬▬▬ ▬▬ ▬ ▬▬▬ ▬▬ ▬▬▬ ▬ ▬▬▬▬ ▬▬ ▬▬▬ ▬▬ ▬ ▬▬▬ ▬▬ ▬▬▬ ▬ ▬▬▬▬ ▬▬ ▬▬▬ ▬▬ ▬ ▬▬▬ — [1191, 1911, 1378, 2000]
entry-body-lines: ▬▬ ▬▬▬ ▬ ▬▬▬▬ ▬▬ ▬▬▬ ▬▬ ▬ ▬▬▬ ▬▬ ▬▬▬ ▬ ▬▬▬▬ ▬▬ ▬▬▬ ▬▬ ▬ ▬▬▬ ▬▬ ▬▬▬ ▬ ▬▬▬▬ ▬▬ ▬▬▬ ▬▬ ▬ ▬▬▬ ▬▬ ▬▬▬ ▬ ▬▬▬▬ ▬▬ ▬▬▬ ▬▬ ▬ ▬▬▬ ▬▬ ▬▬▬ ▬ ▬▬▬▬ ▬▬ ▬▬▬ ▬▬ ▬ ▬▬▬ ▬▬ ▬▬▬ ▬ ▬▬▬▬ ▬▬ ▬▬▬ ▬▬ ▬ ▬▬▬ ▬▬ ▬▬▬ ▬ ▬▬▬▬ ▬▬ ▬▬▬ ▬▬ ▬ ▬▬▬ ▬▬ ▬▬▬ ▬ ▬▬▬▬ ▬▬ ▬▬▬ ▬▬ ▬ ▬▬▬ ▬▬ ▬▬▬ ▬ ▬▬▬▬ ▬▬ ▬▬▬ ▬▬ ▬ ▬▬▬ — [1191, 1657, 1378, 1746]
entry-category-label: تبدیل نام — [1201, 1754, 1251, 1768]
entry-header-bar — [344, 147, 519, 167]
entry-category-label: تبدیل نام — [1201, 454, 1251, 468]
entry-number: 46 — [491, 381, 519, 401]
entry-header-bar — [526, 993, 790, 1013]
notice-body: نوٹس بنام مدعا علیہ۔ مقدمہ مندرجہ عنوان میں عدالت ہذا نے آپ کو طلب کیا ہے۔ — [534, 1158, 782, 1177]
court-name: بعدالت جناب محمد آصف صاحب — [359, 765, 504, 795]
entry-number: 49 — [309, 264, 337, 284]
entry-text: اطلاع عام برائے گمشدگی اسناد۔ — [1075, 53, 1184, 62]
entry-category-label: تبدیل نام — [1201, 591, 1251, 605]
entry-header-bar — [526, 351, 790, 371]
entry-body-lines: ▬▬ ▬▬▬ ▬ ▬▬▬▬ ▬▬ ▬▬▬ ▬▬ ▬ ▬▬▬ ▬▬ ▬▬▬ ▬ ▬▬▬▬ ▬▬ ▬▬▬ ▬▬ ▬ ▬▬▬ ▬▬ ▬▬▬ ▬ ▬▬▬▬ ▬▬ ▬▬▬ ▬▬ ▬ ▬▬▬ ▬▬ ▬▬▬ ▬ ▬▬▬▬ ▬▬ ▬▬▬ ▬▬ ▬ ▬▬▬ ▬▬ ▬▬▬ ▬ ▬▬▬▬ ▬▬ ▬▬▬ ▬▬ ▬ ▬▬▬ ▬▬ ▬▬▬ ▬ ▬▬▬▬ ▬▬ ▬▬▬ ▬▬ ▬ ▬▬▬ ▬▬ ▬▬▬ ▬ ▬▬▬▬ ▬▬ ▬▬▬ ▬▬ ▬ ▬▬▬ ▬▬ ▬▬▬ ▬ ▬▬▬▬ ▬▬ ▬▬▬ ▬▬ ▬ ▬▬▬ ▬▬ ▬▬▬ ▬ ▬▬▬▬ ▬▬ ▬▬▬ ▬▬ ▬ ▬▬▬ — [1191, 2038, 1378, 2127]
entry-text: تصحیح ریکارڈ۔ — [740, 481, 790, 490]
